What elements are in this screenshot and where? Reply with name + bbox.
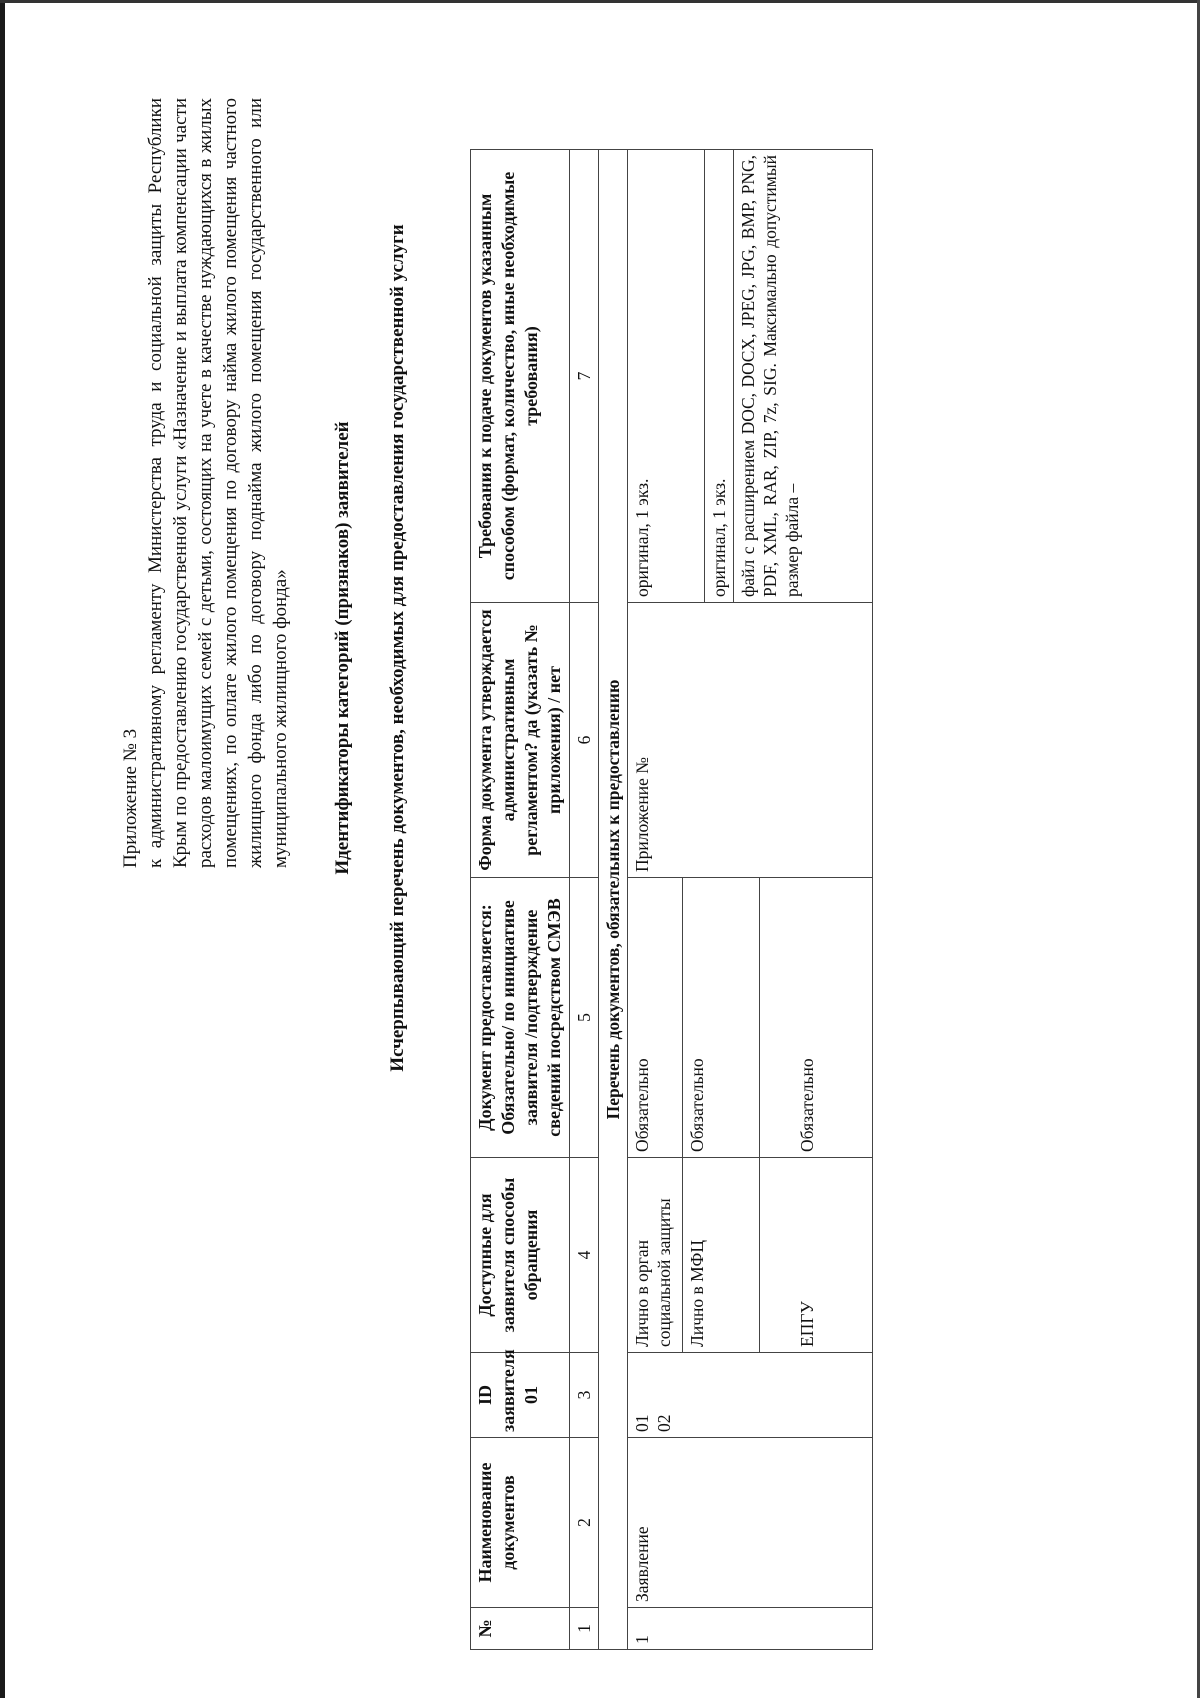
appendix-number: Приложение № 3 bbox=[120, 728, 141, 868]
section-row bbox=[599, 150, 628, 1650]
col-header-form: Форма документа утверждается административным регламентом? да (указать № приложения) / нет bbox=[471, 603, 570, 878]
requirement-social: оригинал, 1 экз. bbox=[632, 478, 652, 597]
method-in-person-mfc: Лично в МФЦ bbox=[682, 1158, 759, 1352]
column-number-row bbox=[570, 150, 599, 1650]
col-header-requirements: Требования к подаче документов указанным способом (формат, количество, иные необходимые требования) bbox=[471, 150, 570, 603]
table-row bbox=[628, 150, 873, 1650]
col-header-number: № bbox=[471, 1608, 570, 1650]
document-name: Заявление bbox=[628, 1438, 873, 1608]
applicant-id: 01 bbox=[632, 1414, 652, 1432]
col-header-name: Наименование документов bbox=[471, 1438, 570, 1608]
provision-social: Обязательно bbox=[632, 1058, 652, 1152]
column-number: 4 bbox=[570, 1158, 599, 1353]
documents-table bbox=[470, 149, 873, 1650]
method-epgu: ЕПГУ bbox=[759, 1158, 869, 1352]
method-in-person-social: Лично в орган социальной защиты bbox=[632, 1198, 674, 1347]
column-number: 2 bbox=[570, 1438, 599, 1608]
column-number: 3 bbox=[570, 1353, 599, 1438]
column-number: 5 bbox=[570, 878, 599, 1158]
form-cell: Приложение № bbox=[628, 603, 873, 878]
col-header-provision: Документ предоставляется: Обязательно/ по инициативе заявителя /подтверждение сведений посредством СМЭВ bbox=[471, 878, 570, 1158]
provision-cell bbox=[628, 878, 873, 1158]
table-header-row bbox=[471, 150, 570, 1650]
column-number: 1 bbox=[570, 1608, 599, 1650]
provision-mfc: Обязательно bbox=[682, 878, 759, 1157]
applicant-identifiers-heading: Идентификаторы категорий (признаков) заявителей bbox=[332, 421, 353, 875]
provision-epgu: Обязательно bbox=[759, 878, 869, 1157]
documents-list-heading: Исчерпывающий перечень документов, необходимых для предоставления государственной услуги bbox=[387, 224, 408, 1072]
column-number: 7 bbox=[570, 150, 599, 603]
applicant-id: 02 bbox=[654, 1414, 674, 1432]
requirement-epgu: файл с расширением DOC, DOCX, JPEG, JPG, BMP, PNG, PDF, XML, RAR, ZIP, 7z, SIG. Максимально допустимый размер файла – bbox=[733, 150, 806, 602]
row-number: 1 bbox=[628, 1608, 873, 1650]
section-title: Перечень документов, обязательных к предоставлению bbox=[599, 150, 628, 1650]
appendix-header bbox=[118, 98, 293, 868]
col-header-methods: Доступные для заявителя способы обращения bbox=[471, 1158, 570, 1353]
requirement-mfc: оригинал, 1 экз. bbox=[704, 150, 733, 602]
applicant-ids bbox=[628, 1353, 873, 1438]
requirements-cell bbox=[628, 150, 873, 603]
column-number: 6 bbox=[570, 603, 599, 878]
appendix-description: к административному регламенту Министерства труда и социальной защиты Республики Крым по предоставлению государственной услуги «Назначение и выплата компенсации части расходов малоимущих семей с детьми, состоящих на учете в качестве нуждающихся в жилых помещениях, по оплате жилого помещения по договору найма жилого помещения частного жилищного фонда либо по договору поднайма жилого помещения государственного или муниципального жилищного фонда» bbox=[145, 98, 291, 868]
col-header-applicant-id: ID заявителя 01 bbox=[471, 1353, 570, 1438]
methods-cell bbox=[628, 1158, 873, 1353]
